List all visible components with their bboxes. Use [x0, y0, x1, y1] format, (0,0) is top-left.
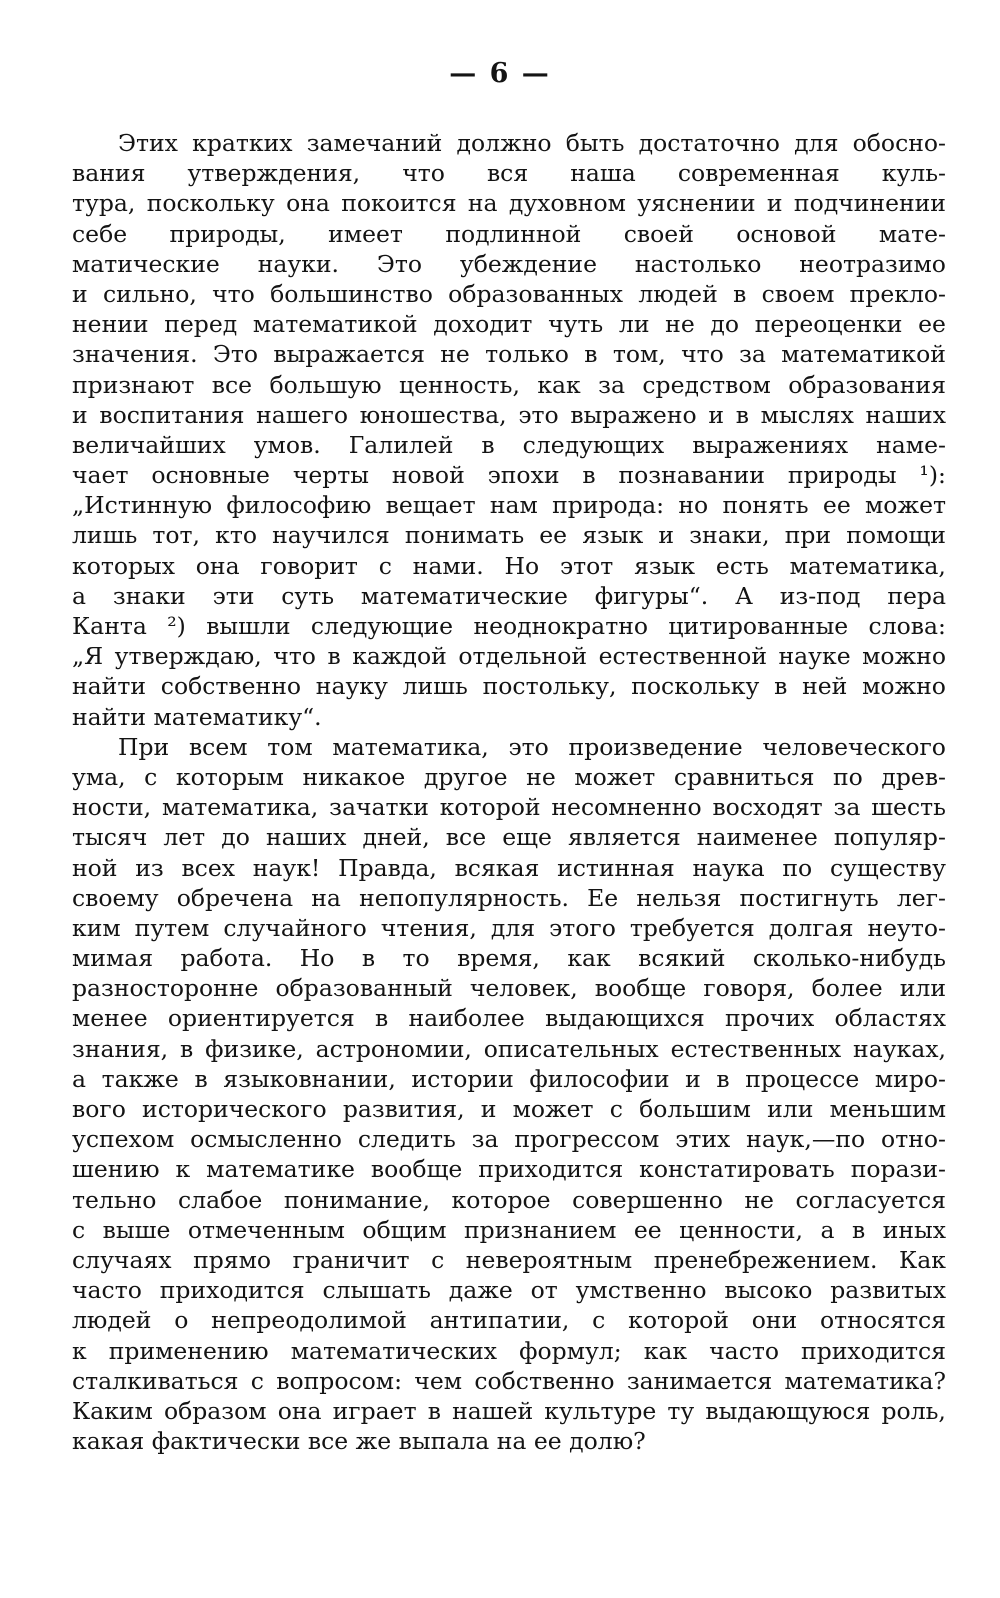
text-line: „Истинную философию вещает нам природа: но понять ее может	[72, 491, 946, 520]
text-line: тельно слабое понимание, которое совершенно не согласуется	[72, 1185, 946, 1214]
text-line: „Я утверждаю, что в каждой отдельной естественной науке можно	[72, 642, 946, 671]
text-line: ности, математика, зачатки которой несомненно восходят за шесть	[72, 793, 946, 822]
text-line: ной из всех наук! Правда, всякая истинная наука по существу	[72, 853, 946, 882]
text-line: какая фактически все же выпала на ее долю?	[72, 1427, 646, 1456]
text-line: и сильно, что большинство образованных людей в своем прекло-	[72, 279, 946, 308]
text-line: чает основные черты новой эпохи в познавании природы ¹):	[72, 461, 946, 490]
paragraph	[72, 732, 946, 1457]
text-line: которых она говорит с нами. Но этот язык есть математика,	[72, 551, 946, 580]
text-line: менее ориентируется в наиболее выдающихся прочих областях	[72, 1004, 946, 1033]
text-line: найти математику“.	[72, 702, 322, 731]
text-line: разносторонне образованный человек, вообще говоря, более или	[72, 974, 946, 1003]
text-line: Этих кратких замечаний должно быть достаточно для обосно-	[118, 129, 946, 157]
text-line: случаях прямо граничит с невероятным пренебрежением. Как	[72, 1245, 946, 1274]
text-line: При всем том математика, это произведение человеческого	[118, 732, 946, 761]
text-line: вого исторического развития, и может с большим или меньшим	[72, 1095, 946, 1123]
text-line: своему обречена на непопулярность. Ее нельзя постигнуть лег-	[72, 883, 946, 912]
text-line: с выше отмеченным общим признанием ее ценности, а в иных	[72, 1215, 946, 1244]
paragraph	[72, 128, 946, 732]
text-line: часто приходится слышать даже от умственно высоко развитых	[72, 1276, 946, 1305]
text-line: Каким образом она играет в нашей культуре ту выдающуюся роль,	[72, 1396, 946, 1425]
page-number: — 6 —	[449, 58, 551, 89]
text-line: а также в языковнании, истории философии и в процессе миро-	[72, 1064, 946, 1093]
text-line: а знаки эти суть математические фигуры“. А из-под пера	[72, 581, 946, 610]
text-line: матические науки. Это убеждение настолько неотразимо	[72, 249, 946, 278]
text-line: сталкиваться с вопросом: чем собственно занимается математика?	[72, 1366, 946, 1395]
text-line: тура, поскольку она покоится на духовном уяснении и подчинении	[72, 189, 946, 218]
text-line: признают все большую ценность, как за средством образования	[72, 370, 946, 399]
text-line: и воспитания нашего юношества, это выражено и в мыслях наших	[72, 400, 946, 429]
text-line: успехом осмысленно следить за прогрессом этих наук,—по отно-	[72, 1125, 946, 1154]
text-line: себе природы, имеет подлинной своей основой мате-	[72, 219, 946, 248]
text-line: шению к математике вообще приходится констатировать порази-	[72, 1155, 946, 1184]
text-line: вания утверждения, что вся наша современная куль-	[72, 159, 946, 188]
text-line: к применению математических формул; как часто приходится	[72, 1336, 946, 1365]
text-line: Канта ²) вышли следующие неоднократно цитированные слова:	[72, 612, 946, 640]
text-line: найти собственно науку лишь постольку, поскольку в ней можно	[72, 672, 946, 701]
text-line: знания, в физике, астрономии, описательных естественных науках,	[72, 1034, 946, 1063]
text-line: людей о непреодолимой антипатии, с которой они относятся	[72, 1306, 946, 1335]
text-line: ума, с которым никакое другое не может сравниться по древ-	[72, 762, 946, 791]
text-line: величайших умов. Галилей в следующих выражениях наме-	[72, 430, 946, 459]
text-line: мимая работа. Но в то время, как всякий сколько-нибудь	[72, 944, 946, 973]
text-line: тысяч лет до наших дней, все еще является наименее популяр-	[72, 823, 946, 852]
body-text	[72, 128, 946, 1456]
text-line: нении перед математикой доходит чуть ли не до переоценки ее	[72, 310, 946, 339]
text-line: ким путем случайного чтения, для этого требуется долгая неуто-	[72, 913, 946, 942]
text-line: лишь тот, кто научился понимать ее язык и знаки, при помощи	[72, 521, 946, 550]
text-line: значения. Это выражается не только в том, что за математикой	[72, 340, 946, 369]
